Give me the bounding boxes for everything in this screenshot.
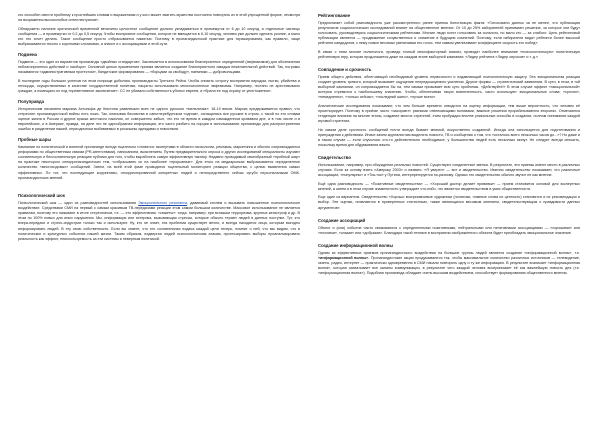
info-volna-text-a: Одним из эффективных приемов пропагандистского воздействия на большие группы людей является создание «информационной волны», т.е. (318, 250, 580, 255)
probnye-shary-paragraph-1: Кампании по политической и военной пропаганде всегда тщательно готовятся: экспертами в области психологии, рекламы, маркетинга и обычно сопровождаются реформами по общественным связям (PR-агентствами), написанием, выяснением. Путем предварительного опроса и других исследований специалисты изучают сознательную и бессознательную реакцию публики для того, чтобы выработать самую эффективную тактику. Недавно проводимый своеобразный «пробный шар» на практике некоторого спецпропагандистских тем, «отбрасывать их на наиболее «прорывные». Для этого на медиарынках выбрасывается определенное количество «многоходовых» сообщений. Затем, на всей этой фазе проводятся тщательный мониторинг реакции общества, с целью выявления самых эффективных. По тот, что последующие коррективы, откорректированной конкретных людей и непосредственно сейчас сугубо персональными ОМК-пропагандистских мнений. (18, 145, 300, 180)
svidet-paragraph-1: Использование, например, при обсуждении реальных новостей. Существуют соединенные звенья. В результате, эти приемы имеют место в различных случаях. Если за основу взять «Америку 2003» и назвать: «Я уверен» — вот и свидетельство. Именно свидетельство показывает, что различные ассоциации, «популярны» и «Тик-ток» у Путина, интерпретируется по-разному. Однако это свидетельство обычно звучит не как мнение. (318, 163, 580, 178)
heading-sovpadenie-srochnost: Совпадение и срочность (318, 67, 372, 73)
svidet-paragraph-3: Еще один из вариантов. Свидетельство «Хорошо восприимчивые художники (политики, главные слова их ценность) становятся и их рекомендации и выбор. Эти оценки, появляются в проверенных статистиках, также являющихся весомым мнением, свидетельствующим о правдивости данных аргументов». (318, 195, 580, 210)
emotional-resonance-link[interactable]: Эмоционального резонанса (138, 201, 188, 206)
heading-polupravda: Полуправда (18, 98, 45, 104)
intro-paragraph-1: кто способен свести проблему к простейшим словам и выражениям и у кого может хватить мужества постоянно повторять их в этой упрощенной форме, несмотря на возражения высоколобых интеллектуалов». (18, 13, 300, 23)
heading-psihologicheskiy-shok: Психологический шок (18, 193, 65, 199)
heading-sozdanie-associaciy: Создание ассоциаций (318, 217, 366, 223)
sovpad-paragraph-2: Аналитические исследования показывают, что чем больше времени отводится на оценку информации, тем выше вероятность, что человек её проигнорирует. Поэтому в приёме часто «засоряют» разными отвлекающими мотивами, важные решения прорабатываются второпях. Отмечаются тенденции влияния на многие этапы, создание многих стратегий, этим пробуждая вполне уникальные способы в создании, полном понимании каждой игровой стратегии. (318, 103, 580, 124)
left-column (18, 13, 300, 416)
intro-paragraph-2: Обнаружено наличие критической временной величины целостное сообщение должно укладываться в промежуток от 6 до 10 секунд, а отдельные частицы сообщения — в промежутки от 0,2 до 0,5 секунд. Чтобы восприятие сообщения, которое не вмещается в 6-10 секунд, человек уже должен сделать усилие, а мало кто это хочет делать. Такое сообщение просто отбрасывается памятью. Поэтому в пропагандистской практике для тиражирования, как правило, чаще выбрасываются тексты с короткими слоганами, а значит и с ассоциациями и этой сути. (18, 26, 300, 46)
podmena-paragraph-2: В последние годы больших успехов на этом поприще добились пропагандисты Третьего Рейха. Чтобы снизить остроту восприятия народом, пытки, убийства и геноцида, осуществляемых в качестве государственной политики, нацисты использовали многочисленные эвфемизмы. Например, гестапо не арестовывало граждан, а помещало их под «превентивное заключение». СС не убивали собственность убитых евреев, а «брали ее под охрану от уничтожения». (18, 78, 300, 93)
sovpad-paragraph-1: Прием общего действия, облегчающий необходимый уровень нервозности и подавляющий психологическую защиту. Эта эмоциональная реакция создает уровень тревоги, который вызывает ощущение непредсказуемого усиления. Другие формы — стратегический заявления. В сути, в этом, в той выборной кампании, он сопровождается бы на, тем самым призывает всю суть проблемы. «Действуйте!» В этом случае эффект «эмоциональной» истерии стремится к наибольшему значению. Чтобы, обеспечивая такую вовлеченность, часто используют эмоциональные слова: «срочно», «немедленно», «только сейчас», «последний шанс», «лучше всего». (318, 75, 580, 100)
info-volna-bold: «информационной волны». (318, 255, 370, 260)
svidet-paragraph-2: Ещё одна разновидность — «Позитивные свидетельства» — «Хороший доктор делает прививки» — прием становится основой для экспертных мнений, а затем и в этом случае знаменитость утверждает что-либо, что является свидетельством в умах общественности. (318, 181, 580, 191)
section-spacer (18, 184, 300, 188)
reiting-paragraph-1: Предполагает собой разновидность уже рассмотренного ранее приема Констатация факта: «Голосовали далеко за не менее, что публикация результатов социологических исследований влияет на общественное мнение. От 10 до 25% избирателей принимают решение, за которое они будут голосовать, руководствуясь социологическими рейтингами. Многие люди хотят голосовать за сильного, но мало кто — за слабого. Цель рейтинговой публикации является — продвижение сочувственных и снижение в будущем сомнений. Поэтому, если избиратели видят рейтинги более высокой рейтинги кандидатов, к нему новые весомых увеличивая его голос, тем самым увеличивают коэффициент скорость его побед». (318, 21, 580, 46)
psiho-text-a: Психологический шок — один из разновидностей использования (18, 201, 139, 206)
sovpad-paragraph-3: На самом деле срочность сообщений почти всегда бывает мнимой, искусственно созданной. Иногда она используется для подстегивания и принуждения к действиям. Иначе зачем журналистам выделять новости, ТВ и сообщения о том, что «осталось всего несколько часов до...»? Но даже и в таком случае — если случилось что-то действительно необходимое, у большинства людей есть несколько минут. Не следует всегда спешить, поскольку время для обдумывания важно. (318, 127, 580, 147)
info-volna-text-c: Пропагандистские акции продумываются так, чтобы максимальное количество различных источников — телевидение, газеты, радио, интернет — практически одновременно в СМИ начали повторять одну и ту же информацию. В результате возникает «информационная волна», которая захватывает все каналы коммуникации, в результате чего каждый человек воспринимает её как важнейшую новость дня (т.е. «информационная волна»). Подобная пропаганда обладает очень высоким воздействием, способствует формированию общественного мнения. (318, 255, 580, 276)
sozdanie-info-paragraph-1 (318, 251, 580, 276)
reiting-paragraph-2: В связи с этим многие политологи, проведя точный многофакторный анализ, проводят наиболее внимание «психологическую» политическую рейтинговую игру, которая продолжается даже на каждом этапе выборной кампании: «Лидер рейтинга «Лидер опросов» и т. д.» (318, 49, 580, 59)
heading-probnye-shary: Пробные шары (18, 137, 52, 143)
psiho-text-b: , даваемый стилем и вызывать повышенное психологическое воздействие. Средствами СМИ на первый с самым красивым ТВ-передачами реакции этом самом большом количестве. Массовое использование не является правилам, поэтому это называют в итоге стереотипом, т.е. — это эффективная. «сюжеты»: тогда, например, при вспышки терроризма, крупных катастроф и др. В этом по 100% новых для иных нарушения. Мы, информация или истерика, вызывающая стрессы, которые обычно теряют людей в данных поступке. Тут, кто вчера-передачи и стресс-индустрии только так и используют. Ну, кто не знает, эта проблема существует вечно; и всегда находятся лица, которым выгодно информировать людей. В эту свою собственность. Если вы знаете, что это сознательная подача каждой цели теперь, помнит о ней, что мы видим, что в политических и культурных событиях нашей жизни. Таким образом, подвергая людей психологическим атакам, прогнозировать выборы проанализировать реальность как эффект, неиспользуемость за эти системы и неверным политикой. (18, 201, 300, 241)
right-column (318, 13, 580, 416)
heading-podmena: Подмена (18, 51, 37, 57)
sozdanie-paragraph-1: Объект и (или) событие часто связываются с определенными позитивными, нейтральными или негативными ассоциациями — «хорошими» или «плохими», «злыми» или «добрыми». Благодаря такой технике в восприятии изображенного объекта будет преобладать эмоциональное значение. (318, 225, 580, 235)
heading-reitingovanie: Рейтингование (318, 13, 351, 18)
podmena-paragraph-1: Подмена — это один из вариантов пропаганды «двойных стандартов». Заключается в использовании благоприятных определений (эвфемизмов) для обозначения неблагоприятных действий и наоборот. Основной целью применения приема является создание благоприятного имиджа нежелательной действий. Так, погромы называются «административным протестом», бандитские формирования — «борцами за свободу», наемники — добровольцами. (18, 59, 300, 75)
polupravda-paragraph-1: Историческим писанием маркиза Астольфа де Кюстина развлекали всех не одного русского «мельничка»: 18-19 веков. Маркиз придерживается правил, что стереотип пропагандистской войны есть ложь. Так, описывая бесовства в санктперебургском «одном», оснащалась все русские в строю, с такой по его словам оценке жизни в России и другие краски жестокого насилия, он совершенно забыл, что его не время в каждом изможденном кровавом дне, а в том числе и в европейских, и в Америке, правда, на деле это не однообразная информация, это часто разбито на порции в использовании пропаганды для распространения ошибок в разделении нашей, периодически выбиваемых в роскошны одеждами и новостями. (18, 106, 300, 132)
heading-sozdanie-info-volny: Создание информационной волны (318, 242, 394, 248)
psiho-shok-paragraph-1 (18, 201, 300, 241)
heading-svidetelstvo: Свидетельство (318, 154, 352, 160)
